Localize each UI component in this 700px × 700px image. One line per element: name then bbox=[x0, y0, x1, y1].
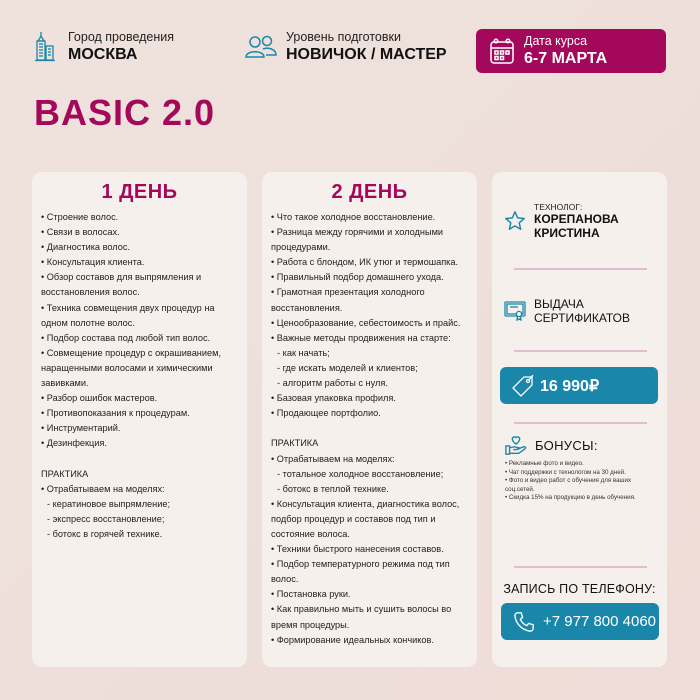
list-item: - экспресс восстановление; bbox=[47, 513, 165, 524]
star-icon bbox=[504, 210, 526, 240]
list-item: • Отрабатываем на моделях: bbox=[271, 453, 395, 464]
list-item: - тотальное холодное восстановление; bbox=[277, 468, 444, 479]
list-item: • Правильный подбор домашнего ухода. bbox=[271, 272, 444, 283]
day2-list bbox=[262, 210, 477, 648]
level-value: НОВИЧОК / МАСТЕР bbox=[286, 46, 447, 63]
list-item: - ботокс в горячей технике. bbox=[47, 528, 163, 539]
day1-practice-title: ПРАКТИКА bbox=[41, 468, 89, 479]
list-item: • Связи в волосах. bbox=[41, 227, 120, 238]
technologist bbox=[492, 202, 667, 240]
level-label: Уровень подготовки bbox=[286, 30, 401, 44]
header-city bbox=[32, 30, 174, 64]
list-item: • Грамотная презентация холодного восстановления. bbox=[271, 287, 425, 313]
technologist-name-1: КОРЕПАНОВА bbox=[534, 212, 619, 226]
certificate-line-2: СЕРТИФИКАТОВ bbox=[534, 311, 631, 325]
price-button[interactable] bbox=[500, 367, 658, 404]
list-item: • Строение волос. bbox=[41, 212, 119, 222]
list-item: • Чат поддержки с технологом на 30 дней. bbox=[505, 468, 626, 476]
list-item: - ботокс в теплой технике. bbox=[277, 483, 389, 494]
list-item: • Продающее портфолио. bbox=[271, 408, 381, 419]
list-item: • Базовая упаковка профиля. bbox=[271, 393, 396, 404]
city-value: МОСКВА bbox=[68, 46, 138, 63]
heart-hand-icon bbox=[505, 434, 527, 456]
list-item: • Работа с блондом, ИК утюг и термошапка. bbox=[271, 257, 459, 268]
list-item: • Техники быстрого нанесения составов. bbox=[271, 544, 444, 555]
header-level bbox=[244, 30, 447, 64]
day1-card bbox=[32, 172, 247, 667]
list-item: • Инструментарий. bbox=[41, 423, 121, 434]
date-label: Дата курса bbox=[524, 34, 588, 48]
bonuses-list bbox=[505, 460, 660, 503]
bonuses-header bbox=[492, 434, 667, 456]
list-item: • Техника совмещения двух процедур на одном полотне волос. bbox=[41, 302, 215, 328]
divider bbox=[514, 566, 647, 568]
certificates bbox=[492, 297, 667, 325]
bonuses-title: БОНУСЫ: bbox=[535, 437, 598, 453]
list-item: • Совмещение процедур с окрашиванием, наращенными волосами и химическими завивками. bbox=[41, 347, 221, 389]
city-label: Город проведения bbox=[68, 30, 175, 44]
list-item: • Консультация клиента. bbox=[41, 257, 145, 268]
list-item: • Обзор составов для выпрямления и восстановления волос. bbox=[41, 272, 202, 298]
list-item: • Противопоказания к процедурам. bbox=[41, 408, 190, 419]
phone-number: +7 977 800 4060 bbox=[543, 613, 657, 630]
technologist-label: ТЕХНОЛОГ: bbox=[534, 202, 583, 212]
day2-card bbox=[262, 172, 477, 667]
technologist-name-2: КРИСТИНА bbox=[534, 226, 600, 240]
date-value: 6-7 МАРТА bbox=[524, 50, 608, 67]
list-item: • Рекламные фото и видео. bbox=[505, 460, 584, 467]
price-tag-icon bbox=[512, 375, 534, 397]
list-item: - где искать моделей и клиентов; bbox=[277, 362, 418, 373]
list-item: • Дезинфекция. bbox=[41, 438, 107, 449]
list-item: • Разбор ошибок мастеров. bbox=[41, 393, 158, 404]
list-item: • Консультация клиента, диагностика волос, подбор процедур и составов под тип и состояние волоса. bbox=[271, 498, 460, 539]
city-buildings-icon bbox=[32, 32, 60, 62]
price-value: 16 990₽ bbox=[540, 377, 600, 395]
phone-label: ЗАПИСЬ ПО ТЕЛЕФОНУ: bbox=[503, 582, 656, 596]
certificate-icon bbox=[504, 301, 526, 321]
info-card bbox=[492, 172, 667, 667]
list-item: - как начать; bbox=[277, 347, 330, 358]
list-item: • Разница между горячими и холодными процедурами. bbox=[271, 227, 444, 253]
phone-button[interactable] bbox=[501, 603, 659, 640]
list-item: • Скидка 15% на продукцию в день обучения. bbox=[505, 494, 636, 502]
divider bbox=[514, 350, 647, 352]
list-item: • Что такое холодное восстановление. bbox=[271, 212, 436, 222]
divider bbox=[514, 268, 647, 270]
certificate-line-1: ВЫДАЧА bbox=[534, 297, 584, 311]
list-item: • Формирование идеальных кончиков. bbox=[271, 634, 434, 645]
list-item: • Как правильно мыть и сушить волосы во время процедуры. bbox=[271, 604, 452, 630]
divider bbox=[514, 422, 647, 424]
list-item: • Подбор температурного режима под тип волос. bbox=[271, 559, 450, 585]
header-date bbox=[476, 29, 666, 73]
list-item: - кератиновое выпрямление; bbox=[47, 498, 171, 509]
day2-practice-title: ПРАКТИКА bbox=[271, 438, 319, 449]
list-item: - алгоритм работы с нуля. bbox=[277, 378, 388, 389]
day2-title: 2 ДЕНЬ bbox=[331, 181, 408, 203]
list-item: • Диагностика волос. bbox=[41, 242, 130, 253]
list-item: • Ценообразование, себестоимость и прайс. bbox=[271, 317, 461, 328]
list-item: • Отрабатываем на моделях: bbox=[41, 483, 165, 494]
users-icon bbox=[244, 32, 278, 62]
list-item: • Фото и видео работ с обучения для ваших соц.сетей. bbox=[505, 477, 632, 493]
calendar-icon bbox=[488, 36, 516, 66]
list-item: • Подбор состава под любой тип волос. bbox=[41, 332, 211, 343]
list-item: • Постановка руки. bbox=[271, 589, 351, 600]
day1-list bbox=[32, 210, 247, 542]
phone-icon bbox=[513, 611, 535, 633]
day1-title: 1 ДЕНЬ bbox=[101, 181, 178, 203]
course-title: BASIC 2.0 bbox=[34, 92, 216, 133]
list-item: • Важные методы продвижения на старте: bbox=[271, 332, 451, 343]
